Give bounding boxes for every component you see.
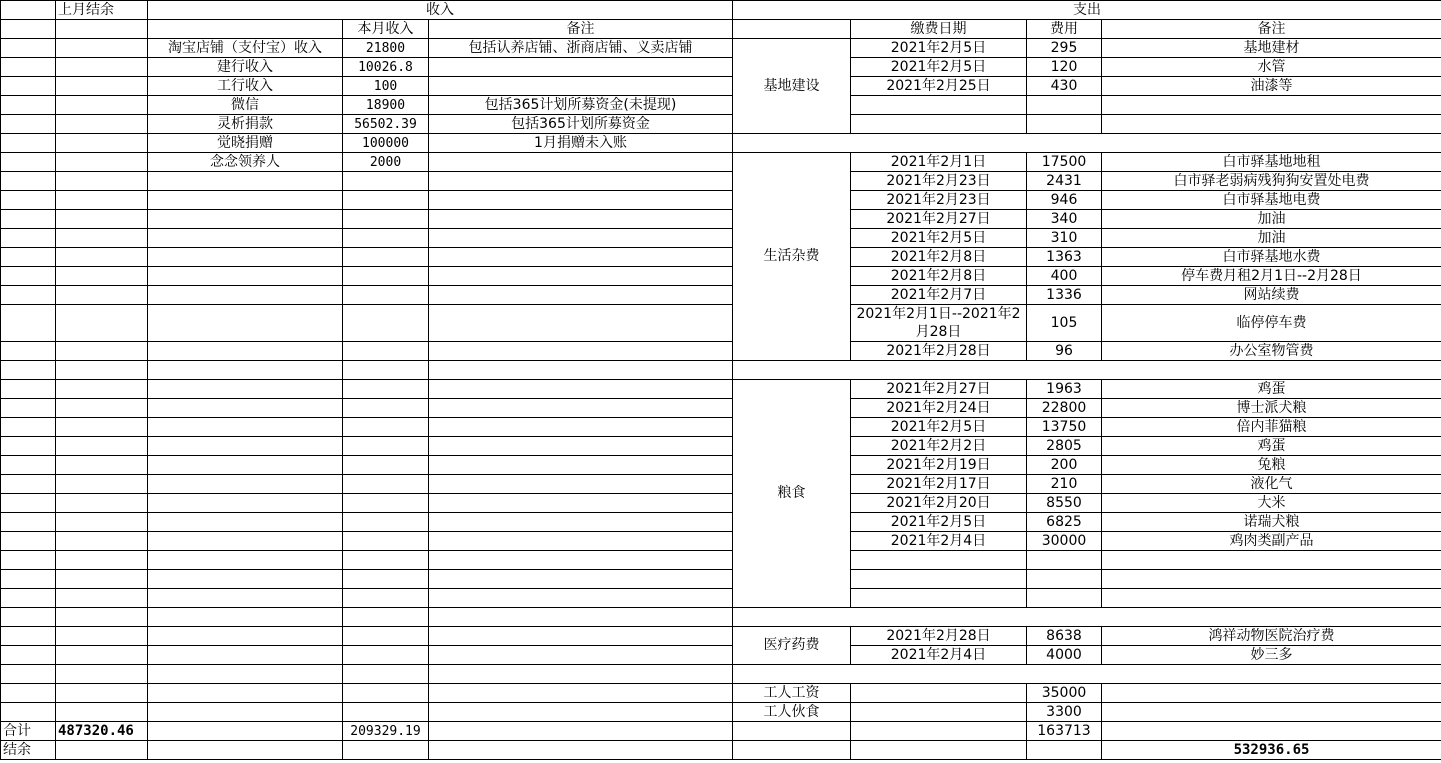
data-row	[1, 646, 1441, 665]
expense-fee: 8550	[1027, 494, 1102, 513]
data-row	[1, 665, 1441, 684]
data-row	[1, 229, 1441, 248]
data-row	[1, 399, 1441, 418]
data-row	[1, 570, 1441, 589]
expense-date: 2021年2月5日	[851, 418, 1027, 437]
income-amount: 100000	[343, 134, 429, 153]
wages-fee: 35000	[1027, 684, 1102, 703]
expense-note: 水管	[1102, 58, 1441, 77]
expense-fee: 6825	[1027, 513, 1102, 532]
income-note: 1月捐赠未入账	[429, 134, 733, 153]
data-row	[1, 115, 1441, 134]
expense-note: 临停停车费	[1102, 305, 1441, 342]
expense-fee: 105	[1027, 305, 1102, 342]
income-note: 包括365计划所募资金	[429, 115, 733, 134]
expense-date: 2021年2月25日	[851, 77, 1027, 96]
pay-date-header: 缴费日期	[851, 20, 1027, 39]
data-row	[1, 96, 1441, 115]
expense-note: 白市驿基地地租	[1102, 153, 1441, 172]
income-header: 收入	[148, 1, 733, 20]
expense-date: 2021年2月28日	[851, 342, 1027, 361]
data-row	[1, 627, 1441, 646]
expense-total: 163713	[1027, 722, 1102, 741]
expense-note: 博士派犬粮	[1102, 399, 1441, 418]
expense-note: 大米	[1102, 494, 1441, 513]
expense-date: 2021年2月27日	[851, 380, 1027, 399]
data-row	[1, 608, 1441, 627]
category-medical: 医疗药费	[733, 627, 851, 665]
income-total: 209329.19	[343, 722, 429, 741]
expense-date: 2021年2月2日	[851, 437, 1027, 456]
data-row	[1, 134, 1441, 153]
expense-fee: 1363	[1027, 248, 1102, 267]
expense-date: 2021年2月27日	[851, 210, 1027, 229]
income-note: 包括365计划所募资金(未提现)	[429, 96, 733, 115]
fee-header: 费用	[1027, 20, 1102, 39]
category-meals: 工人伙食	[733, 703, 851, 722]
data-row	[1, 77, 1441, 96]
expense-date: 2021年2月5日	[851, 513, 1027, 532]
income-amount: 2000	[343, 153, 429, 172]
expense-date: 2021年2月5日	[851, 39, 1027, 58]
data-row	[1, 361, 1441, 380]
expense-date: 2021年2月7日	[851, 286, 1027, 305]
expense-note: 网站续费	[1102, 286, 1441, 305]
expense-note-header: 备注	[1102, 20, 1441, 39]
expense-note: 倍内菲猫粮	[1102, 418, 1441, 437]
data-row	[1, 191, 1441, 210]
data-row	[1, 39, 1441, 58]
data-row	[1, 153, 1441, 172]
last-month-balance-header: 上月结余	[56, 1, 148, 20]
expense-date: 2021年2月1日--2021年2月28日	[851, 305, 1027, 342]
expense-date: 2021年2月4日	[851, 532, 1027, 551]
expense-fee: 946	[1027, 191, 1102, 210]
income-note-header: 备注	[429, 20, 733, 39]
data-row	[1, 513, 1441, 532]
data-row	[1, 58, 1441, 77]
data-row	[1, 494, 1441, 513]
balance-label: 结余	[1, 741, 56, 760]
data-row	[1, 551, 1441, 570]
income-source: 微信	[148, 96, 343, 115]
expense-date: 2021年2月23日	[851, 191, 1027, 210]
expense-date: 2021年2月24日	[851, 399, 1027, 418]
expense-fee: 96	[1027, 342, 1102, 361]
income-source: 觉晓捐赠	[148, 134, 343, 153]
expense-note: 鸡肉类副产品	[1102, 532, 1441, 551]
income-source: 灵析捐款	[148, 115, 343, 134]
income-note	[429, 77, 733, 96]
expense-fee: 2431	[1027, 172, 1102, 191]
expense-fee: 400	[1027, 267, 1102, 286]
data-row	[1, 418, 1441, 437]
expense-date: 2021年2月8日	[851, 248, 1027, 267]
data-row	[1, 532, 1441, 551]
expense-date: 2021年2月8日	[851, 267, 1027, 286]
expense-note: 白市驿基地水费	[1102, 248, 1441, 267]
income-note	[429, 58, 733, 77]
income-note	[429, 153, 733, 172]
data-row	[1, 589, 1441, 608]
expense-note: 加油	[1102, 229, 1441, 248]
expense-note: 妙三多	[1102, 646, 1441, 665]
data-row	[1, 267, 1441, 286]
expense-fee: 8638	[1027, 627, 1102, 646]
expense-date: 2021年2月1日	[851, 153, 1027, 172]
income-source: 念念领养人	[148, 153, 343, 172]
balance-value: 532936.65	[1102, 741, 1441, 760]
data-row	[1, 248, 1441, 267]
data-row	[1, 172, 1441, 191]
expense-fee: 2805	[1027, 437, 1102, 456]
expense-date: 2021年2月23日	[851, 172, 1027, 191]
data-row	[1, 305, 1441, 342]
total-label: 合计	[1, 722, 56, 741]
income-amount: 21800	[343, 39, 429, 58]
expense-fee: 310	[1027, 229, 1102, 248]
expense-date: 2021年2月4日	[851, 646, 1027, 665]
expense-date: 2021年2月17日	[851, 475, 1027, 494]
expense-note: 加油	[1102, 210, 1441, 229]
data-row	[1, 437, 1441, 456]
total-row	[1, 722, 1441, 741]
expense-note: 鸿祥动物医院治疗费	[1102, 627, 1441, 646]
data-row	[1, 286, 1441, 305]
expense-date: 2021年2月5日	[851, 229, 1027, 248]
expense-fee: 340	[1027, 210, 1102, 229]
meals-fee: 3300	[1027, 703, 1102, 722]
expense-note: 鸡蛋	[1102, 380, 1441, 399]
expense-fee: 30000	[1027, 532, 1102, 551]
expense-note: 基地建材	[1102, 39, 1441, 58]
data-row	[1, 380, 1441, 399]
income-amount: 56502.39	[343, 115, 429, 134]
data-row	[1, 210, 1441, 229]
expense-note: 液化气	[1102, 475, 1441, 494]
income-amount: 100	[343, 77, 429, 96]
income-source: 淘宝店铺（支付宝）收入	[148, 39, 343, 58]
income-amount: 10026.8	[343, 58, 429, 77]
income-amount: 18900	[343, 96, 429, 115]
subheader-row	[1, 20, 1441, 39]
category-base: 基地建设	[733, 39, 851, 134]
expense-fee: 295	[1027, 39, 1102, 58]
expense-fee: 4000	[1027, 646, 1102, 665]
expense-note: 鸡蛋	[1102, 437, 1441, 456]
header-row	[1, 1, 1441, 20]
expense-fee: 1963	[1027, 380, 1102, 399]
expense-note: 停车费月租2月1日--2月28日	[1102, 267, 1441, 286]
category-living: 生活杂费	[733, 153, 851, 361]
data-row	[1, 475, 1441, 494]
expense-fee: 22800	[1027, 399, 1102, 418]
income-note: 包括认养店铺、浙商店铺、义卖店铺	[429, 39, 733, 58]
category-food: 粮食	[733, 380, 851, 608]
expense-fee: 13750	[1027, 418, 1102, 437]
last-month-balance-value: 487320.46	[56, 722, 148, 741]
income-source: 建行收入	[148, 58, 343, 77]
expense-note: 办公室物管费	[1102, 342, 1441, 361]
expense-date: 2021年2月28日	[851, 627, 1027, 646]
expense-header: 支出	[733, 1, 1441, 20]
expense-date: 2021年2月5日	[851, 58, 1027, 77]
expense-fee: 210	[1027, 475, 1102, 494]
category-wages: 工人工资	[733, 684, 851, 703]
expense-fee: 1336	[1027, 286, 1102, 305]
expense-note: 白市驿基地电费	[1102, 191, 1441, 210]
expense-fee: 200	[1027, 456, 1102, 475]
expense-note: 油漆等	[1102, 77, 1441, 96]
data-row	[1, 456, 1441, 475]
expense-note: 白市驿老弱病残狗狗安置处电费	[1102, 172, 1441, 191]
expense-fee: 17500	[1027, 153, 1102, 172]
expense-note: 诺瑞犬粮	[1102, 513, 1441, 532]
income-amount-header: 本月收入	[343, 20, 429, 39]
balance-row	[1, 741, 1441, 760]
expense-date: 2021年2月20日	[851, 494, 1027, 513]
data-row	[1, 703, 1441, 722]
data-row	[1, 342, 1441, 361]
income-source: 工行收入	[148, 77, 343, 96]
data-row	[1, 684, 1441, 703]
expense-fee: 430	[1027, 77, 1102, 96]
expense-fee: 120	[1027, 58, 1102, 77]
expense-note: 兔粮	[1102, 456, 1441, 475]
expense-date: 2021年2月19日	[851, 456, 1027, 475]
